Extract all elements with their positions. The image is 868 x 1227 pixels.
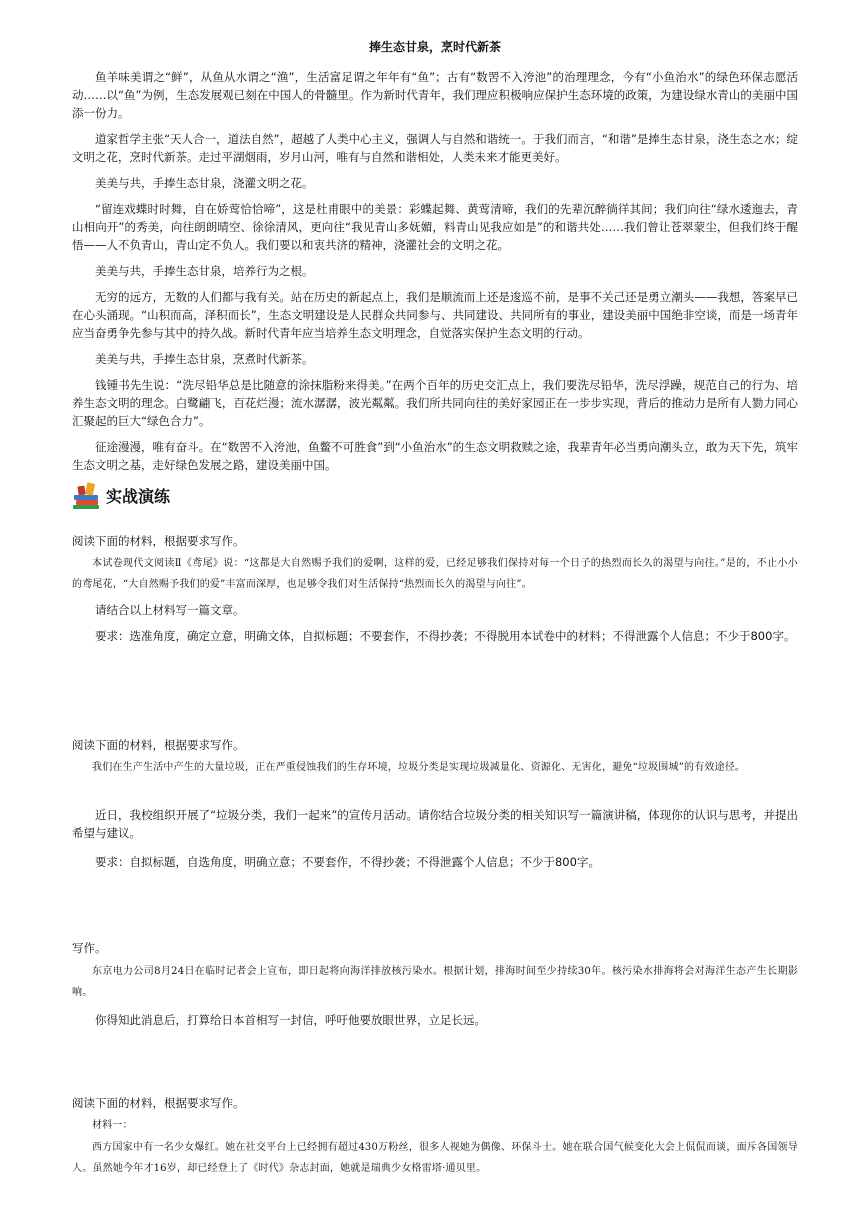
exercise2-material: 我们在生产生活中产生的大量垃圾，正在严重侵蚀我们的生存环境，垃圾分类是实现垃圾减量化、资源化、无害化，避免“垃圾围城”的有效途径。 — [92, 762, 746, 773]
exercise2-task: 近日，我校组织开展了“垃圾分类，我们一起来”的宣传月活动。请你结合垃圾分类的相关知识写一篇演讲稿，体现你的认识与思考，并提出希望与建议。 — [72, 808, 798, 840]
exercise4-material-label: 材料一： — [92, 1120, 133, 1131]
exercise1-task: 请结合以上材料写一篇文章。 — [95, 603, 245, 617]
exercise2-requirement: 要求：自拟标题，自选角度，明确立意；不要套作，不得抄袭；不得泄露个人信息；不少于800字。 — [95, 855, 600, 869]
exercise1-requirement: 要求：选准角度，确定立意，明确文体，自拟标题；不要套作，不得抄袭；不得脱用本试卷中的材料；不得泄露个人信息；不少于800字。 — [95, 629, 796, 643]
essay-paragraph-3: “留连戏蝶时时舞，自在娇莺恰恰啼”，这是杜甫眼中的美景：彩蝶起舞、黄莺清啼，我们的先辈沉醉徜徉其间；我们向往“绿水逶迤去，青山相向开”的秀美，向往朗朗晴空、徐徐清风，更向往“我见青山多妩媚，料青山见我应如是”的和谐共处……我们曾让苍翠蒙尘，但我们终于醒悟——人不负青山，青山定不负人。我们要以和衷共济的精神，浇灌社会的文明之花。 — [72, 202, 798, 252]
essay-subheading-2: 美美与共，手捧生态甘泉，培养行为之根。 — [95, 264, 314, 278]
exercise2-intro: 阅读下面的材料，根据要求写作。 — [72, 738, 245, 752]
page-title: 捧生态甘泉，烹时代新茶 — [368, 40, 501, 54]
section-header — [72, 480, 170, 510]
essay-paragraph-6: 征途漫漫，唯有奋斗。在“数罟不入洿池，鱼鳖不可胜食”到“小鱼治水”的生态文明救赎之途，我辈青年必当勇向潮头立，敢为天下先，筑牢生态文明之基，走好绿色发展之路，建设美丽中国。 — [72, 440, 798, 472]
essay-subheading-3: 美美与共，手捧生态甘泉，烹煮时代新茶。 — [95, 352, 314, 366]
exercise4-material: 西方国家中有一名少女爆红。她在社交平台上已经拥有超过430万粉丝，很多人视她为偶像、环保斗士。她在联合国气候变化大会上侃侃而谈，面斥各国领导人。虽然她今年才16岁，却已经登上了《时代》杂志封面，她就是瑞典少女格雷塔·通贝里。 — [72, 1142, 798, 1174]
essay-subheading-1: 美美与共，手捧生态甘泉，浇灌文明之花。 — [95, 176, 314, 190]
essay-paragraph-1: 鱼羊味美谓之“鲜”，从鱼从水谓之“渔”，生活富足谓之年年有“鱼”；古有“数罟不入洿池”的治理理念，今有“小鱼治水”的绿色环保志愿活动……以“鱼”为例，生态发展观已刻在中国人的骨髓里。作为新时代青年，我们理应积极响应保护生态环境的政策，为建设绿水青山的美丽中国添一份力。 — [72, 70, 798, 120]
exercise3-material: 东京电力公司8月24日在临时记者会上宣布，即日起将向海洋排放核污染水。根据计划，排海时间至少持续30年。核污染水排海将会对海洋生态产生长期影响。 — [72, 966, 798, 998]
exercise1-intro: 阅读下面的材料，根据要求写作。 — [72, 534, 245, 548]
essay-paragraph-2: 道家哲学主张“天人合一，道法自然”，超越了人类中心主义，强调人与自然和谐统一。于我们而言，“和谐”是捧生态甘泉，浇生态之水；绽文明之花，烹时代新茶。走过平湖烟雨，岁月山河，唯有与自然和谐相处，人类未来才能更美好。 — [72, 132, 798, 164]
essay-paragraph-4: 无穷的远方，无数的人们都与我有关。站在历史的新起点上，我们是顺流而上还是逡巡不前，是事不关己还是勇立潮头——我想，答案早已在心头涌现。“山积而高，泽积而长”，生态文明建设是人民群众共同参与、共同建设、共同所有的事业，建设美丽中国绝非空谈，而是一场青年应当奋勇争先参与其中的持久战。新时代青年应当培养生态文明理念，自觉落实保护生态文明的行动。 — [72, 290, 798, 340]
exercise3-task: 你得知此消息后，打算给日本首相写一封信，呼吁他要放眼世界，立足长远。 — [95, 1013, 486, 1027]
essay-paragraph-5: 钱锺书先生说：“洗尽铅华总是比随意的涂抹脂粉来得美。”在两个百年的历史交汇点上，我们要洗尽铅华，洗尽浮躁，规范自己的行为、培养生态文明的理念。白鹭翩飞，百花烂漫；流水潺潺，波光粼粼。我们所共同向往的美好家园正在一步步实现，背后的推动力是所有人勠力同心汇聚起的巨大“绿色合力”。 — [72, 378, 798, 428]
books-icon — [72, 481, 102, 509]
exercise3-intro: 写作。 — [72, 941, 107, 955]
exercise1-material: 本试卷现代文阅读Ⅱ《鸢尾》说：“这都是大自然赐予我们的爱啊，这样的爱，已经足够我们保持对每一个日子的热烈而长久的渴望与向往。”是的，不止小小的鸢尾花，“大自然赐予我们的爱”丰富而深厚，也足够令我们对生活保持“热烈而长久的渴望与向往”。 — [72, 558, 798, 590]
exercise4-intro: 阅读下面的材料，根据要求写作。 — [72, 1096, 245, 1110]
section-title: 实战演练 — [106, 486, 171, 506]
